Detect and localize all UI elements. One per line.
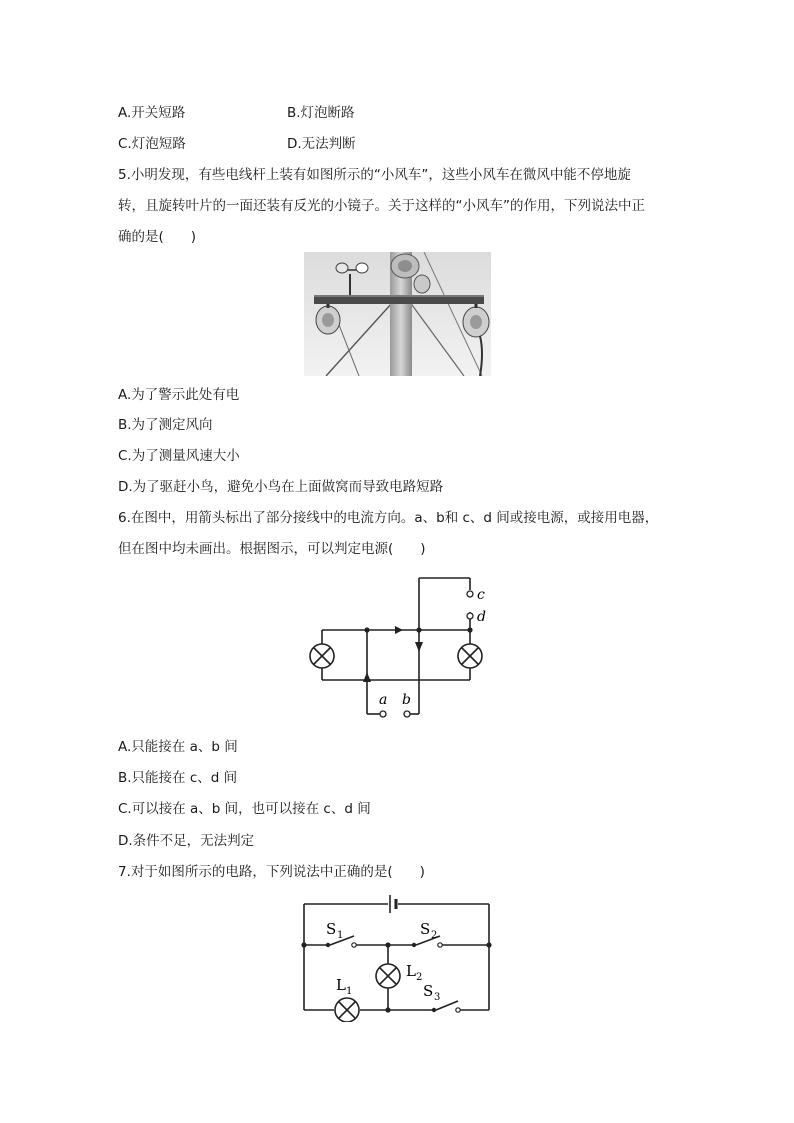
- q6-option-c: C.可以接在 a、b 间，也可以接在 c、d 间: [118, 801, 371, 817]
- q6-option-a: A.只能接在 a、b 间: [118, 739, 238, 755]
- q6-circuit-diagram: [295, 572, 505, 720]
- label-l2: L: [406, 962, 416, 980]
- q4-option-b: B.灯泡断路: [287, 105, 355, 121]
- battery-icon: [390, 895, 396, 913]
- label-s1-sub: 1: [337, 930, 344, 941]
- q6-option-b: B.只能接在 c、d 间: [118, 770, 238, 786]
- label-a: a: [379, 692, 388, 708]
- terminal-c: [467, 591, 473, 597]
- q6-stem-line-1: 6.在图中，用箭头标出了部分接线中的电流方向。a、b和 c、d 间或接电源，或接用电器，: [118, 510, 659, 526]
- q5-stem-line-3: 确的是( ): [118, 229, 197, 245]
- label-s3: S: [423, 982, 434, 1000]
- arrow-down-icon: [415, 642, 423, 652]
- q5-option-d: D.为了驱赶小鸟，避免小鸟在上面做窝而导致电路短路: [118, 479, 444, 495]
- label-l2-sub: 2: [416, 972, 423, 983]
- q4-option-c: C.灯泡短路: [118, 136, 186, 152]
- label-d: d: [477, 609, 486, 625]
- terminal-a: [380, 711, 386, 717]
- pole-windmill-photo: [304, 252, 491, 376]
- q7-stem: 7.对于如图所示的电路，下列说法中正确的是( ): [118, 864, 425, 880]
- right-lamp-icon: [458, 644, 482, 668]
- arrow-up-icon: [363, 672, 371, 682]
- q6-stem-line-2: 但在图中均未画出。根据图示，可以判定电源( ): [118, 541, 426, 557]
- q5-option-b: B.为了测定风向: [118, 417, 213, 433]
- q5-stem-line-2: 转，且旋转叶片的一面还装有反光的小镜子。关于这样的“小风车”的作用，下列说法中正: [118, 198, 645, 214]
- arrow-right-icon: [395, 626, 403, 634]
- lamp-l1-icon: [335, 998, 359, 1022]
- label-s1: S: [326, 920, 337, 938]
- label-s2: S: [420, 920, 431, 938]
- q4-option-a: A.开关短路: [118, 105, 186, 121]
- left-lamp-icon: [310, 644, 334, 668]
- label-s2-sub: 2: [431, 930, 438, 941]
- q5-stem-line-1: 5.小明发现，有些电线杆上装有如图所示的“小风车”，这些小风车在微风中能不停地旋: [118, 167, 631, 183]
- label-s3-sub: 3: [434, 992, 441, 1003]
- label-l1: L: [336, 976, 346, 994]
- lamp-l2-icon: [376, 964, 400, 988]
- q5-option-c: C.为了测量风速大小: [118, 448, 240, 464]
- q5-option-a: A.为了警示此处有电: [118, 387, 240, 403]
- terminal-b: [404, 711, 410, 717]
- terminal-d: [467, 613, 473, 619]
- label-l1-sub: 1: [346, 986, 353, 997]
- label-b: b: [402, 692, 411, 708]
- label-c: c: [477, 587, 485, 603]
- q7-circuit-diagram: [296, 890, 496, 1022]
- q6-option-d: D.条件不足，无法判定: [118, 833, 255, 849]
- q4-option-d: D.无法判断: [287, 136, 356, 152]
